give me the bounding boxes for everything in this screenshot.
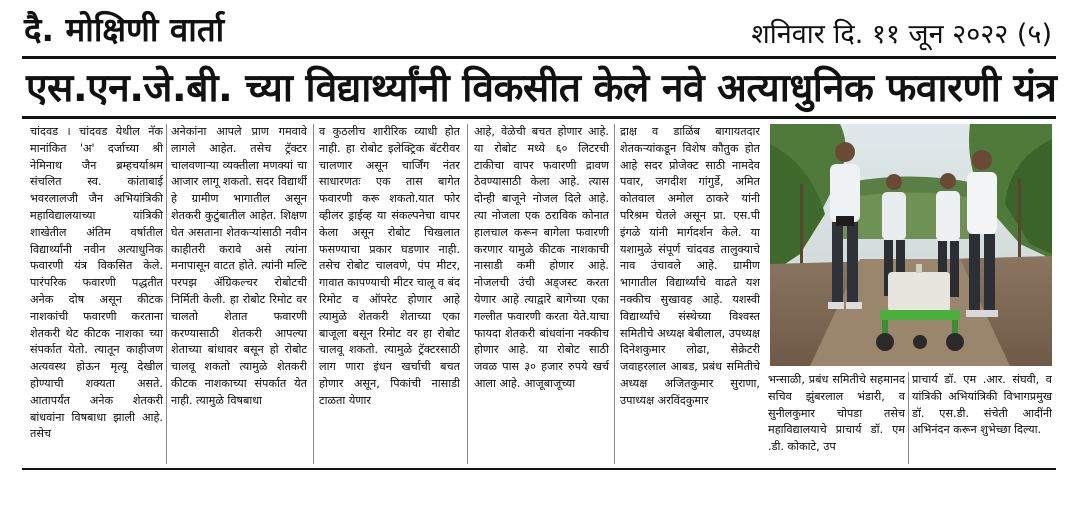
column-divider: [467, 124, 468, 464]
article-column-3: [319, 124, 460, 464]
bottom-rule: [22, 468, 1056, 470]
bottom-column-1: [768, 372, 905, 464]
top-rule: [22, 56, 1056, 59]
article-column-4: [474, 124, 609, 464]
article-column-5: [620, 124, 760, 464]
headline-rule: [22, 116, 1056, 119]
column-3-text: व कुठलीच शारीरिक व्याधी होत नाही. हा रोबोट इलेक्ट्रिक बॅटरीवर चालणार असून चार्जिंग नंतर साधारणतः एक तास बागेत फवारणी करू शकतो.यात फोर व्हीलर ड्राईव्ह या संकल्पनेचा वापर केला असून रोबोट चिखलात फसण्याचा प्रकार घडणार नाही. तसेच रोबोट चालवणे, पंप मीटर, गावात कापण्याची मीटर चालू व बंद रिमोट व ऑपरेट होणार आहे त्यामुळे शेतकरी शेताच्या एका बाजूला बसून रिमोट वर हा रोबोट चालवू शकतो. त्यामुळे ट्रॅक्टरसाठी लाग णारा इंधन खर्चाची बचत होणार असून, पिकांची नासाडी टाळता येणार: [319, 125, 460, 407]
column-1-text: चांदवड । चांदवड येथील नॅक मानांकित 'अ' दर्जाच्या श्री नेमिनाथ जैन ब्रम्हचर्याश्रम संचलित स्व. कांताबाई भवरलालजी जैन अभियांत्रिकी महाविद्यालयाच्या यांत्रिकी शाखेतील अंतिम वर्षातील विद्यार्थ्यांनी नवीन अत्याधुनिक फवारणी यंत्र विकसित केले. पारंपरिक फवारणी पद्धतीत अनेक दोष असून कीटक नाशकांची फवारणी करताना शेतकरी थेट कीटक नाशका च्या संपर्कात येतो. त्यातून काहीजण अत्यवस्थ होऊन मृत्यू देखील होण्याची शक्यता असते. आतापर्यंत अनेक शेतकरी बांधवांना विषबाधा झाली आहे. तसेच: [30, 125, 163, 441]
column-divider: [614, 124, 615, 464]
column-5-text: द्राक्ष व डाळिंब बागायतदार शेतकऱ्यांकडून विशेष कौतुक होत आहे सदर प्रोजेक्ट साठी नामदेव पवार, जगदीश गांगुर्डे, अमित कोतवाल अमोल ठाकरे यांनी परिश्रम घेतले असून प्रा. एस.पी इंगळे यांनी मार्गदर्शन केले. या यशामुळे संपूर्ण चांदवड तालुक्याचे नाव उंचावले आहे. ग्रामीण भागातील विद्यार्थ्यांचे वाढते यश नक्कीच सुखावह आहे. यशस्वी विद्यार्थ्यांचे संस्थेच्या विश्वस्त समितीचे अध्यक्ष बेबीलाल, उपध्यक्ष दिनेशकुमार लोढा, सेक्रेटरी जवाहरलाल आबड, प्रबंध समितीचे अध्यक्ष अजितकुमार सुराणा, उपाध्यक्ष अरविंदकुमार: [620, 125, 760, 407]
column-2-text: अनेकांना आपले प्राण गमवावे लागले आहेत. तसेच ट्रॅक्टर चालवणाऱ्या व्यक्तीला मणक्यां चा आजार लागू शकतो. सदर विद्यार्थी हे ग्रामीण भागातील असून शेतकरी कुटुंबातील आहेत. शिक्षण घेत असताना शेतकऱ्यांसाठी नवीन काहीतरी करावे असे त्यांना मनापासून वाटत होते. त्यांनी मल्टि परपझ ॲग्रिकल्चर रोबोटची निर्मिती केली. हा रोबोट रिमोट वर चालतो शेतात फवारणी करण्यासाठी शेतकरी आपल्या शेताच्या बांधावर बसून हो रोबोट चालवू शकतो त्यामुळे शेतकरी कीटक नाशकाच्या संपर्कात येत नाही. त्यामुळे विषबाधा: [171, 125, 307, 407]
headline: एस.एन.जे.बी. च्या विद्यार्थ्यांनी विकसीत केले नवे अत्याधुनिक फवारणी यंत्र: [26, 66, 1057, 111]
bottom-column-1-text: भन्साळी, प्रबंध समितीचे सहमानद सचिव झुंबरलाल भंडारी, व सुनीलकुमार चोपडा तसेच महाविद्यालयाचे प्राचार्य डॉ. एम .डी. कोकाटे, उप: [768, 373, 905, 454]
newspaper-name: दै. मोक्षिणी वार्ता: [24, 10, 225, 49]
article-column-2: [171, 124, 307, 464]
bottom-column-2-text: प्राचार्य डॉ. एम .आर. संघवी, व यांत्रिकी अभियांत्रिकी विभागप्रमुख डॉ. एस.डी. संचेती आदींनी अभिनंदन करून शुभेच्छा दिल्या.: [912, 373, 1052, 437]
column-divider: [313, 124, 314, 464]
column-divider: [908, 372, 909, 464]
column-divider: [166, 124, 167, 464]
bottom-column-2: [912, 372, 1052, 464]
article-column-1: [30, 124, 163, 464]
date-and-page: शनिवार दि. ११ जून २०२२ (५): [751, 19, 1052, 50]
column-4-text: आहे, वेळेची बचत होणार आहे. या रोबोट मध्ये ६० लिटरची टाकीचा वापर फवारणी द्रावण ठेवण्यासाठी केला आहे. त्यास दोन्ही बाजूने नोजल दिले आहे. त्या नोजला एक ठराविक कोनात हालचाल करून बागेला फवारणी करणार यामुळे कीटक नाशकाची नासाडी कमी होणार आहे. नोजलची उंची अड्जस्ट करता येणार आहे त्याद्वारे बागेच्या एका गल्लीत फवारणी करता येते.याचा फायदा शेतकरी बांधवांना नक्कीच होणार आहे. या रोबोट साठी जवळ पास ३० हजार रुपये खर्च आला आहे. आजूबाजूच्या: [474, 125, 609, 390]
students-with-sprayer-robot-photo: [770, 124, 1052, 366]
